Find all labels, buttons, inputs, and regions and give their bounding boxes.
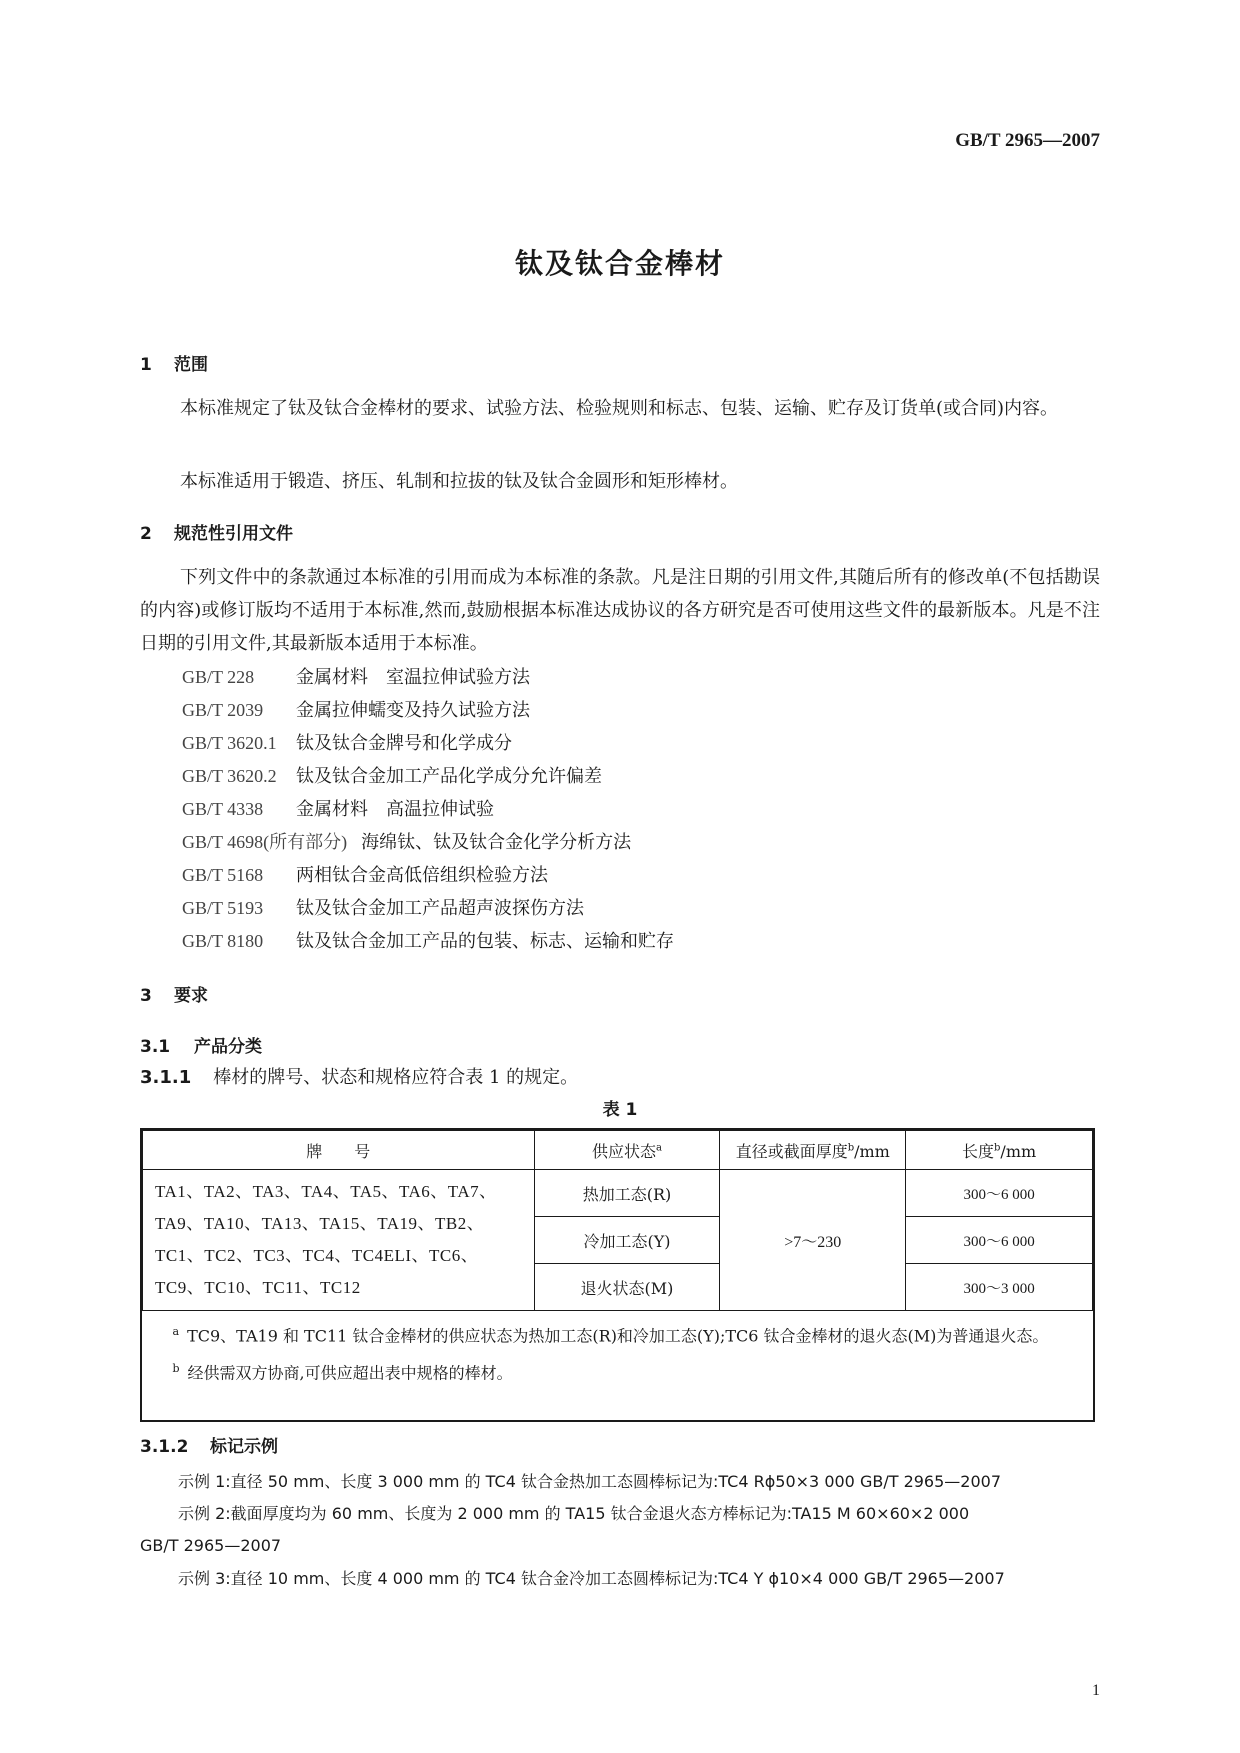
section-1-heading — [140, 350, 208, 375]
table-row — [143, 1170, 1093, 1217]
marking-example-3: 示例 3:直径 10 mm、长度 4 000 mm 的 TC4 钛合金冷加工态圆棒标记为:TC4 Y ϕ10×4 000 GB/T 2965—2007 — [178, 1569, 1005, 1588]
footnote-b — [172, 1352, 1081, 1389]
scope-paragraph-2: 本标准适用于锻造、挤压、轧制和拉拔的钛及钛合金圆形和矩形棒材。 — [180, 471, 738, 492]
reference-item — [182, 894, 584, 920]
header-supply-state — [534, 1131, 720, 1170]
reference-title: 金属材料 高温拉伸试验 — [296, 799, 494, 820]
reference-item — [182, 927, 674, 953]
reference-code: GB/T 5168 — [182, 865, 264, 885]
reference-code: GB/T 3620.2 — [182, 766, 277, 786]
reference-code: GB/T 3620.1 — [182, 733, 277, 753]
section-title: 规范性引用文件 — [174, 524, 293, 544]
marking-example-1: 示例 1:直径 50 mm、长度 3 000 mm 的 TC4 钛合金热加工态圆棒标记为:TC4 Rϕ50×3 000 GB/T 2965—2007 — [178, 1472, 1002, 1491]
references-intro-paragraph: 下列文件中的条款通过本标准的引用而成为本标准的条款。凡是注日期的引用文件,其随后所有的修改单(不包括勘误的内容)或修订版均不适用于本标准,然而,鼓励根据本标准达成协议的各方研究是否可使用这些文件的最新版本。凡是不注日期的引用文件,其最新版本适用于本标准。 — [140, 567, 1100, 654]
standard-code: GB/T 2965—2007 — [955, 130, 1100, 151]
footnote-text: TC9、TA19 和 TC11 钛合金棒材的供应状态为热加工态(R)和冷加工态(Y);TC6 钛合金棒材的退火态(M)为普通退火态。 — [187, 1326, 1049, 1346]
reference-code: GB/T 8180 — [182, 931, 264, 951]
reference-title: 两相钛合金高低倍组织检验方法 — [296, 865, 548, 886]
marking-example-2: 示例 2:截面厚度均为 60 mm、长度为 2 000 mm 的 TA15 钛合金退火态方棒标记为:TA15 M 60×60×2 000 — [178, 1504, 970, 1523]
reference-title: 金属材料 室温拉伸试验方法 — [296, 667, 530, 688]
reference-title: 钛及钛合金牌号和化学成分 — [296, 733, 512, 754]
reference-code: GB/T 228 — [182, 667, 255, 687]
reference-item — [182, 729, 512, 755]
subsection-number: 3.1 — [140, 1037, 171, 1057]
header-grade: 牌 号 — [143, 1131, 535, 1170]
reference-code: GB/T 2039 — [182, 700, 264, 720]
footnote-text: 经供需双方协商,可供应超出表中规格的棒材。 — [187, 1363, 513, 1383]
section-number: 1 — [140, 355, 152, 375]
size-range-cell: >7～230 — [720, 1170, 906, 1311]
spec-table — [140, 1128, 1095, 1422]
section-number: 2 — [140, 524, 152, 544]
subsection-title: 产品分类 — [194, 1037, 262, 1057]
reference-title: 钛及钛合金加工产品的包装、标志、运输和贮存 — [296, 931, 674, 952]
footnote-ref-b: b — [994, 1142, 1001, 1154]
reference-item — [182, 861, 548, 887]
section-number: 3 — [140, 986, 152, 1006]
length-cell: 300～6 000 — [906, 1217, 1093, 1264]
state-cell: 冷加工态(Y) — [534, 1217, 720, 1264]
reference-item — [182, 795, 494, 821]
reference-code: GB/T 4698(所有部分) — [182, 832, 348, 852]
reference-item — [182, 663, 530, 689]
clause-title: 标记示例 — [210, 1437, 278, 1457]
header-size-text: 直径或截面厚度 — [735, 1141, 848, 1161]
footnote-ref-a: a — [656, 1142, 662, 1154]
header-length-unit: /mm — [1000, 1141, 1037, 1161]
header-length — [906, 1131, 1093, 1170]
footnote-a — [172, 1315, 1081, 1352]
reference-item — [182, 696, 530, 722]
grades-cell: TA1、TA2、TA3、TA4、TA5、TA6、TA7、TA9、TA10、TA13、TA15、TA19、TB2、TC1、TC2、TC3、TC4、TC4ELI、TC6、TC9、TC10、TC11、TC12 — [143, 1170, 535, 1311]
state-cell: 热加工态(R) — [534, 1170, 720, 1217]
section-title: 要求 — [174, 986, 208, 1006]
header-size — [720, 1131, 906, 1170]
header-size-unit: /mm — [854, 1141, 890, 1161]
reference-title: 钛及钛合金加工产品超声波探伤方法 — [296, 898, 584, 919]
reference-title: 钛及钛合金加工产品化学成分允许偏差 — [296, 766, 602, 787]
header-state-text: 供应状态 — [591, 1141, 656, 1161]
reference-title: 海绵钛、钛及钛合金化学分析方法 — [361, 832, 632, 853]
clause-3-1-2-heading — [140, 1432, 278, 1457]
clause-text: 棒材的牌号、状态和规格应符合表 1 的规定。 — [213, 1067, 579, 1088]
reference-item — [182, 828, 631, 854]
length-cell: 300～6 000 — [906, 1170, 1093, 1217]
clause-number: 3.1.2 — [140, 1437, 189, 1457]
length-cell: 300～3 000 — [906, 1264, 1093, 1311]
reference-item — [182, 762, 602, 788]
footnote-mark: a — [172, 1325, 180, 1338]
reference-code: GB/T 5193 — [182, 898, 264, 918]
section-3-heading — [140, 981, 208, 1006]
footnote-mark: b — [172, 1362, 180, 1376]
table-title: 表 1 — [602, 1100, 638, 1120]
document-title: 钛及钛合金棒材 — [514, 247, 725, 280]
reference-code: GB/T 4338 — [182, 799, 264, 819]
table-footnotes — [143, 1311, 1093, 1398]
clause-3-1-1 — [140, 1063, 578, 1089]
section-2-heading — [140, 519, 293, 544]
page-number: 1 — [1092, 1682, 1100, 1699]
subsection-3-1-heading — [140, 1032, 262, 1057]
footnote-ref-b: b — [847, 1142, 855, 1154]
reference-title: 金属拉伸蠕变及持久试验方法 — [296, 700, 530, 721]
scope-paragraph-1: 本标准规定了钛及钛合金棒材的要求、试验方法、检验规则和标志、包装、运输、贮存及订货单(或合同)内容。 — [180, 398, 1059, 419]
clause-number: 3.1.1 — [140, 1067, 192, 1088]
marking-example-2-continued: GB/T 2965—2007 — [140, 1536, 282, 1555]
state-cell: 退火状态(M) — [534, 1264, 720, 1311]
header-length-text: 长度 — [962, 1141, 995, 1161]
section-title: 范围 — [174, 355, 208, 375]
